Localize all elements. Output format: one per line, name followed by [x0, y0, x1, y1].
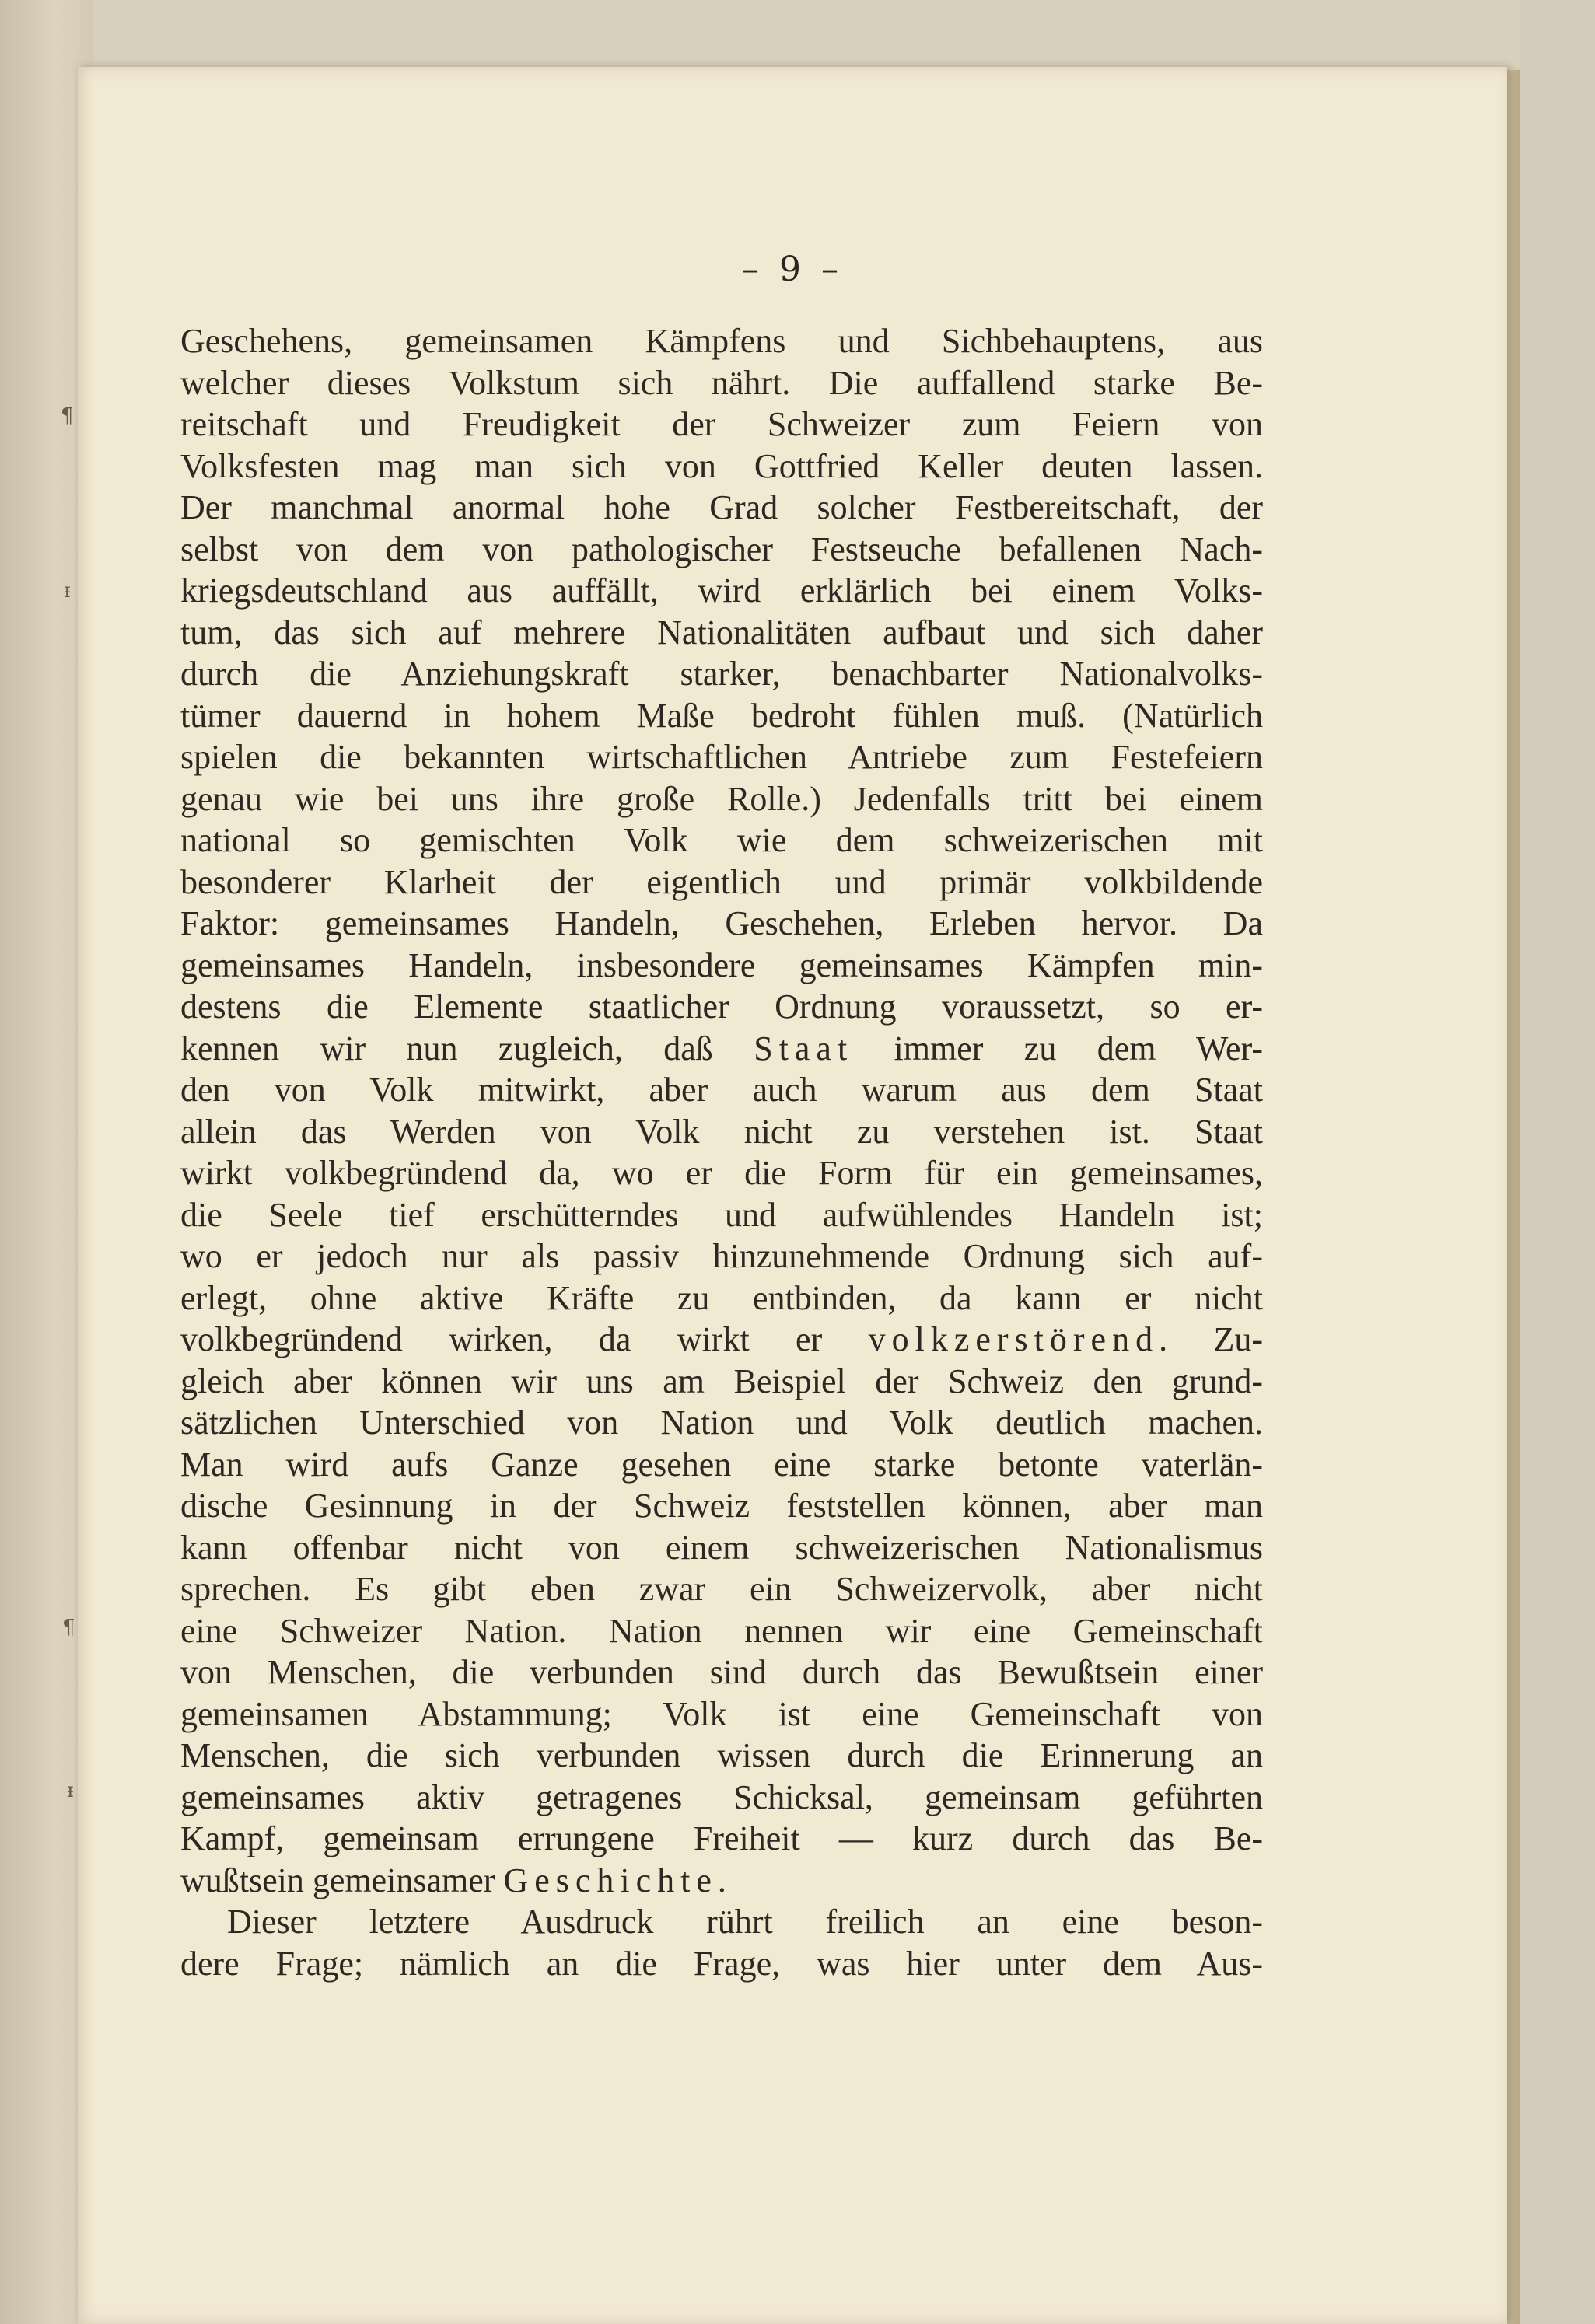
text-line: den von Volk mitwirkt, aber auch warum aus dem Staat: [180, 1071, 1263, 1109]
body-text: [180, 320, 1263, 1984]
emphasized-word: volkzerstörend: [868, 1320, 1160, 1358]
text-line: gemeinsames aktiv getragenes Schicksal, gemeinsam geführten: [180, 1777, 1263, 1816]
text-line: kann offenbar nicht von einem schweizerischen Nationalismus: [180, 1528, 1263, 1567]
text-line: tümer dauernd in hohem Maße bedroht fühlen muß. (Natürlich: [180, 696, 1263, 735]
paragraph-last-line: [180, 1860, 1263, 1902]
text-line: national so gemischten Volk wie dem schweizerischen mit: [180, 821, 1263, 859]
emphasized-word: Staat: [754, 1029, 854, 1068]
margin-mark-4: ᵻ: [67, 1779, 74, 1802]
text-line: eine Schweizer Nation. Nation nennen wir eine Gemeinschaft: [180, 1611, 1263, 1650]
text-line: wirkt volkbegründend da, wo er die Form für ein gemeinsames,: [180, 1154, 1263, 1192]
text-line: wo er jedoch nur als passiv hinzunehmende Ordnung sich auf-: [180, 1237, 1263, 1275]
scan-background-top: [93, 0, 1520, 67]
text-line: selbst von dem von pathologischer Festseuche befallenen Nach-: [180, 529, 1263, 568]
text-line: Volksfesten mag man sich von Gottfried Keller deuten lassen.: [180, 446, 1263, 485]
text-segment: immer zu dem Wer-: [853, 1029, 1263, 1068]
text-line: besonderer Klarheit der eigentlich und primär volkbildende: [180, 862, 1263, 901]
text-line: gemeinsamen Abstammung; Volk ist eine Gemeinschaft von: [180, 1694, 1263, 1733]
text-line-with-emphasis: [180, 1319, 1263, 1361]
paragraph-first-line: Dieser letztere Ausdruck rührt freilich an eine beson-: [227, 1903, 1263, 1941]
text-line: Faktor: gemeinsames Handeln, Geschehen, Erleben hervor. Da: [180, 904, 1263, 942]
text-line: sprechen. Es gibt eben zwar ein Schweizervolk, aber nicht: [180, 1570, 1263, 1608]
text-line: gemeinsames Handeln, insbesondere gemeinsames Kämpfen min-: [180, 945, 1263, 984]
text-line: destens die Elemente staatlicher Ordnung voraussetzt, so er-: [180, 987, 1263, 1026]
margin-mark-2: ᵻ: [64, 579, 71, 603]
text-line: Der manchmal anormal hohe Grad solcher Festbereitschaft, der: [180, 488, 1263, 526]
text-segment: volkbegründend wirken, da wirkt er: [180, 1320, 869, 1358]
text-line-with-emphasis: [180, 1028, 1263, 1070]
text-line: genau wie bei uns ihre große Rolle.) Jedenfalls tritt bei einem: [180, 779, 1263, 818]
scan-background-right: [1520, 0, 1595, 2324]
text-line: von Menschen, die verbunden sind durch das Bewußtsein einer: [180, 1653, 1263, 1691]
text-line: dere Frage; nämlich an die Frage, was hier unter dem Aus-: [180, 1944, 1263, 1983]
text-line: welcher dieses Volkstum sich nährt. Die auffallend starke Be-: [180, 363, 1263, 402]
text-line: durch die Anziehungskraft starker, benachbarter Nationalvolks-: [180, 655, 1263, 693]
text-segment: wußtsein gemeinsamer: [180, 1861, 504, 1899]
text-line: gleich aber können wir uns am Beispiel der Schweiz den grund-: [180, 1361, 1263, 1400]
text-line: reitschaft und Freudigkeit der Schweizer zum Feiern von: [180, 405, 1263, 443]
margin-mark-3: ¶: [62, 1616, 75, 1639]
text-line: spielen die bekannten wirtschaftlichen Antriebe zum Festefeiern: [180, 738, 1263, 776]
text-line: die Seele tief erschütterndes und aufwühlendes Handeln ist;: [180, 1195, 1263, 1234]
text-line: erlegt, ohne aktive Kräfte zu entbinden, da kann er nicht: [180, 1278, 1263, 1317]
text-line: Geschehens, gemeinsamen Kämpfens und Sichbehauptens, aus: [180, 322, 1263, 360]
text-line: dische Gesinnung in der Schweiz feststellen können, aber man: [180, 1487, 1263, 1525]
text-line: sätzlichen Unterschied von Nation und Volk deutlich machen.: [180, 1403, 1263, 1442]
text-line: kriegsdeutschland aus auffällt, wird erklärlich bei einem Volks-: [180, 571, 1263, 610]
text-line: Man wird aufs Ganze gesehen eine starke betonte vaterlän-: [180, 1445, 1263, 1484]
emphasized-word: Geschichte: [503, 1861, 718, 1899]
page-right-edge: [1507, 70, 1520, 2324]
text-line: tum, das sich auf mehrere Nationalitäten aufbaut und sich daher: [180, 613, 1263, 652]
text-segment: . Zu-: [1159, 1320, 1263, 1358]
text-line: Kampf, gemeinsam errungene Freiheit — kurz durch das Be-: [180, 1819, 1263, 1857]
text-segment: kennen wir nun zugleich, daß: [180, 1029, 754, 1068]
text-line: Menschen, die sich verbunden wissen durch die Erinnerung an: [180, 1736, 1263, 1774]
text-segment: .: [717, 1861, 726, 1899]
page-number: – 9 –: [742, 250, 843, 289]
text-line: allein das Werden von Volk nicht zu verstehen ist. Staat: [180, 1112, 1263, 1151]
margin-mark-1: ¶: [61, 404, 74, 428]
